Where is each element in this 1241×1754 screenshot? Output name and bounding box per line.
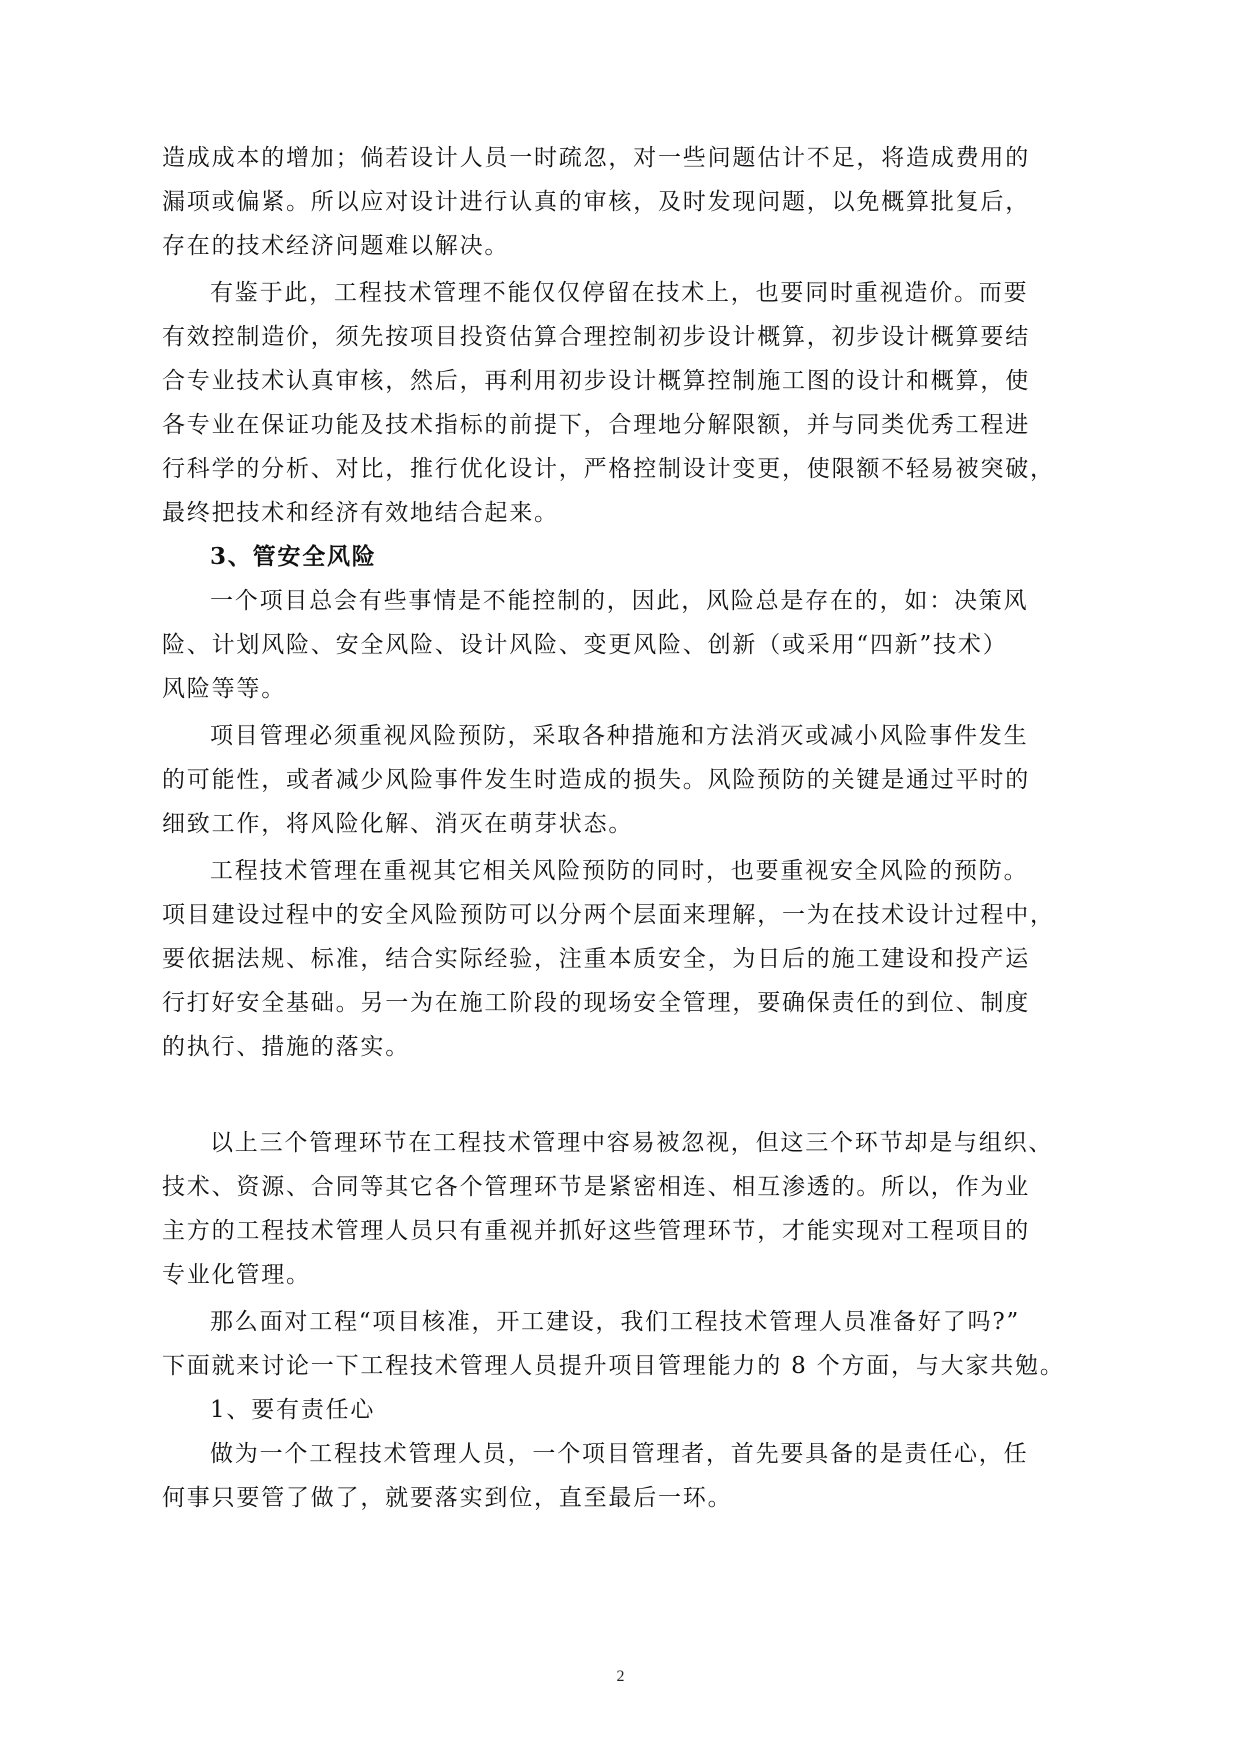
text-line: 行科学的分析、对比，推行优化设计，严格控制设计变更，使限额不轻易被突破， bbox=[162, 456, 1055, 482]
text-line: 险、计划风险、安全风险、设计风险、变更风险、创新（或采用“四新”技术） bbox=[162, 632, 1008, 658]
text-line: 何事只要管了做了，就要落实到位，直至最后一环。 bbox=[162, 1485, 733, 1511]
heading-text: 3、管安全风险 bbox=[210, 543, 377, 570]
text-line: 有鉴于此，工程技术管理不能仅仅停留在技术上，也要同时重视造价。而要 bbox=[210, 280, 1029, 306]
text-line: 造成成本的增加；倘若设计人员一时疏忽，对一些问题估计不足，将造成费用的 bbox=[162, 145, 1030, 171]
text-line: 工程技术管理在重视其它相关风险预防的同时，也要重视安全风险的预防。 bbox=[210, 858, 1029, 884]
heading-text: 1、要有责任心 bbox=[210, 1397, 376, 1423]
text-line: 漏项或偏紧。所以应对设计进行认真的审核，及时发现问题，以免概算批复后， bbox=[162, 189, 1030, 215]
paragraph bbox=[162, 136, 1082, 268]
text-line: 各专业在保证功能及技术指标的前提下，合理地分解限额，并与同类优秀工程进 bbox=[162, 412, 1030, 438]
text-line: 最终把技术和经济有效地结合起来。 bbox=[162, 500, 559, 526]
text-line: 要依据法规、标准，结合实际经验，注重本质安全，为日后的施工建设和投产运 bbox=[162, 946, 1030, 972]
paragraph bbox=[162, 1121, 1082, 1297]
paragraph bbox=[162, 271, 1082, 535]
text-line: 项目建设过程中的安全风险预防可以分两个层面来理解，一为在技术设计过程中， bbox=[162, 902, 1055, 928]
text-line: 有效控制造价，须先按项目投资估算合理控制初步设计概算，初步设计概算要结 bbox=[162, 324, 1030, 350]
text-line: 技术、资源、合同等其它各个管理环节是紧密相连、相互渗透的。所以，作为业 bbox=[162, 1174, 1030, 1200]
text-line: 存在的技术经济问题难以解决。 bbox=[162, 233, 510, 259]
paragraph bbox=[162, 579, 1082, 711]
section-heading bbox=[162, 535, 1082, 579]
paragraph bbox=[162, 714, 1082, 846]
text-line: 行打好安全基础。另一为在施工阶段的现场安全管理，要确保责任的到位、制度 bbox=[162, 990, 1030, 1016]
text-line: 做为一个工程技术管理人员，一个项目管理者，首先要具备的是责任心，任 bbox=[210, 1441, 1029, 1467]
page-number: 2 bbox=[616, 1668, 625, 1685]
text-line: 专业化管理。 bbox=[162, 1262, 311, 1288]
subsection-heading bbox=[162, 1388, 1082, 1432]
paragraph bbox=[162, 1300, 1082, 1388]
text-line: 以上三个管理环节在工程技术管理中容易被忽视，但这三个环节却是与组织、 bbox=[210, 1130, 1054, 1156]
document-body bbox=[162, 136, 1082, 1520]
text-line: 那么面对工程“项目核准，开工建设，我们工程技术管理人员准备好了吗?” bbox=[210, 1309, 1021, 1335]
text-line: 细致工作，将风险化解、消灭在萌芽状态。 bbox=[162, 811, 634, 837]
text-line: 下面就来讨论一下工程技术管理人员提升项目管理能力的 8 个方面，与大家共勉。 bbox=[162, 1353, 1065, 1379]
text-line: 主方的工程技术管理人员只有重视并抓好这些管理环节，才能实现对工程项目的 bbox=[162, 1218, 1030, 1244]
text-line: 一个项目总会有些事情是不能控制的，因此，风险总是存在的，如：决策风 bbox=[210, 588, 1029, 614]
text-line: 项目管理必须重视风险预防，采取各种措施和方法消灭或减小风险事件发生 bbox=[210, 723, 1029, 749]
paragraph bbox=[162, 1432, 1082, 1520]
text-line: 的可能性，或者减少风险事件发生时造成的损失。风险预防的关键是通过平时的 bbox=[162, 767, 1030, 793]
text-line: 合专业技术认真审核，然后，再利用初步设计概算控制施工图的设计和概算，使 bbox=[162, 368, 1030, 394]
text-line: 的执行、措施的落实。 bbox=[162, 1034, 410, 1060]
text-line: 风险等等。 bbox=[162, 676, 286, 702]
paragraph bbox=[162, 849, 1082, 1069]
